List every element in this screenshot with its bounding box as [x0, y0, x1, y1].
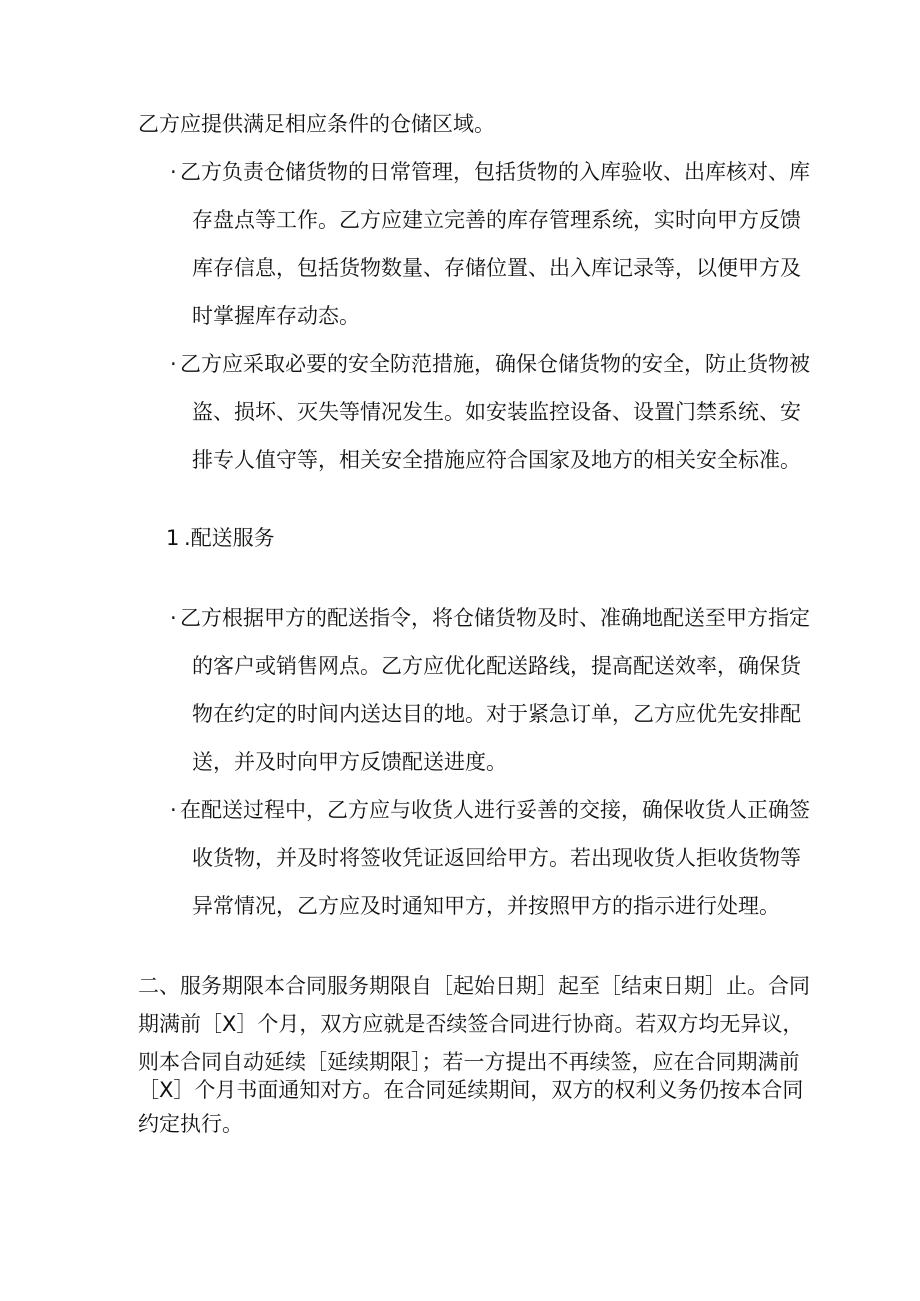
delivery-bullet-2-line-3: 异常情况，乙方应及时通知甲方，并按照甲方的指示进行处理。: [192, 894, 780, 918]
section-2-line-2: 期满前［X］个月，双方应就是否续签合同进行协商。若双方均无异议，: [138, 1012, 804, 1036]
warehouse-bullet-1-line-1: 乙方负责仓储货物的日常管理，包括货物的入库验收、出库核对、库: [180, 160, 810, 184]
bullet-marker: ·: [170, 606, 177, 630]
warehouse-bullet-2-line-2: 盗、损坏、灭失等情况发生。如安装监控设备、设置门禁系统、安: [192, 400, 801, 424]
section-2-line-5: 约定执行。: [138, 1112, 243, 1136]
delivery-bullet-1-line-3: 物在约定的时间内送达目的地。对于紧急订单，乙方应优先安排配: [192, 702, 801, 726]
delivery-bullet-2-line-1: 在配送过程中，乙方应与收货人进行妥善的交接，确保收货人正确签: [180, 798, 810, 822]
section-2-line-4: ［X］个月书面通知对方。在合同延续期间，双方的权利义务仍按本合同: [138, 1078, 804, 1102]
warehouse-bullet-1-line-4: 时掌握库存动态。: [192, 304, 360, 328]
warehouse-bullet-1-line-2: 存盘点等工作。乙方应建立完善的库存管理系统，实时向甲方反馈: [192, 208, 801, 232]
delivery-bullet-2-line-2: 收货物，并及时将签收凭证返回给甲方。若出现收货人拒收货物等: [192, 846, 801, 870]
delivery-bullet-1-line-2: 的客户或销售网点。乙方应优化配送路线，提高配送效率，确保货: [192, 654, 801, 678]
section-1-title: .配送服务: [184, 526, 275, 550]
section-1-number: 1: [166, 526, 180, 550]
intro-line: 乙方应提供满足相应条件的仓储区域。: [138, 112, 495, 136]
bullet-marker: ·: [170, 798, 177, 822]
delivery-bullet-1-line-1: 乙方根据甲方的配送指令，将仓储货物及时、准确地配送至甲方指定: [180, 606, 810, 630]
bullet-marker: ·: [170, 160, 177, 184]
section-2-line-3: 则本合同自动延续［延续期限］；若一方提出不再续签，应在合同期满前: [138, 1050, 800, 1074]
warehouse-bullet-2-line-1: 乙方应采取必要的安全防范措施，确保仓储货物的安全，防止货物被: [180, 352, 810, 376]
warehouse-bullet-2-line-3: 排专人值守等，相关安全措施应符合国家及地方的相关安全标准。: [192, 448, 801, 472]
section-2-line-1: 二、服务期限本合同服务期限自［起始日期］起至［结束日期］止。合同: [138, 974, 810, 998]
warehouse-bullet-1-line-3: 库存信息，包括货物数量、存储位置、出入库记录等，以便甲方及: [192, 256, 801, 280]
delivery-bullet-1-line-4: 送，并及时向甲方反馈配送进度。: [192, 750, 507, 774]
bullet-marker: ·: [170, 352, 177, 376]
